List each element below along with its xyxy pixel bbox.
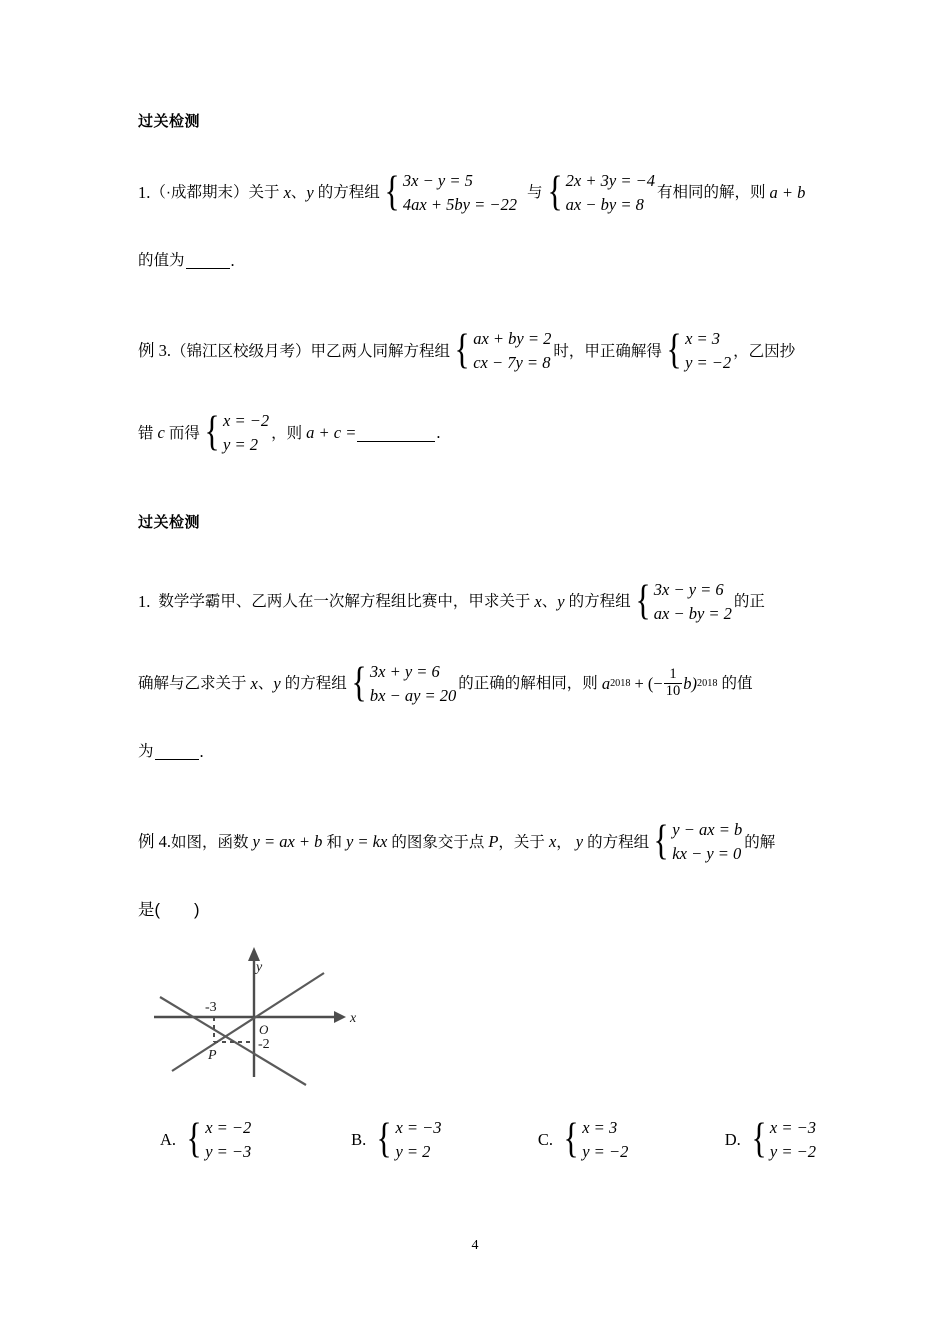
example-3-line-2 (138, 409, 818, 457)
y-value-label: -2 (258, 1036, 270, 1052)
s2q1-frac-numerator: 1 (669, 666, 677, 683)
ex4-text-h: ) (194, 901, 200, 920)
s2q1-text-e: 的方程组 (284, 675, 347, 693)
option-a-row-2: y = −3 (205, 1141, 252, 1161)
brace-icon: { (635, 578, 651, 625)
ex3-text-d: 错 (138, 424, 154, 442)
page-number: 4 (471, 1238, 479, 1253)
q1-expr: a + b (769, 182, 806, 202)
brace-icon: { (666, 327, 682, 374)
q1-sys1-row-1: 3x − y = 5 (402, 171, 473, 190)
ex4-text-b: 和 (326, 833, 342, 851)
ex4-sys-row-1: y − ax = b (672, 820, 743, 840)
ex4-var-y: y (575, 832, 584, 852)
s2q1-text-d: 确解与乙求关于 (138, 675, 247, 693)
brace-icon: { (384, 169, 400, 216)
q1-sys2-row-1: 2x + 3y = −4 (565, 171, 655, 190)
q1-number: 1. (138, 182, 151, 202)
line-y-equals-kx (172, 973, 324, 1071)
section-heading-1: 过关检测 (138, 113, 201, 130)
example-4-block (138, 818, 818, 1163)
ex3-text-e: 而得 (168, 424, 200, 442)
x-axis-arrow-icon (334, 1011, 346, 1023)
option-c-system (561, 1116, 628, 1164)
s2q1-system-1 (633, 578, 732, 626)
option-d-label: D. (724, 1129, 741, 1149)
ex4-text-d: ，关于 (498, 833, 545, 851)
option-a-label: A. (160, 1129, 177, 1149)
example-4-options (138, 1116, 818, 1164)
option-b-system (374, 1116, 441, 1164)
s2q1-sep-2: 、 (257, 675, 274, 693)
s2q1-text-b: 的方程组 (568, 593, 631, 611)
section2-q1-line-1 (138, 578, 818, 626)
s2q1-text-f: 的正确的解相同，则 (458, 675, 598, 693)
q1-text-d: 的值为 (138, 252, 185, 270)
brace-icon: { (351, 660, 367, 707)
q1-sys1-row-2: 4ax + 5by = −22 (402, 194, 517, 214)
section2-question-1-block (138, 578, 818, 762)
ex3-solution-1 (664, 327, 731, 375)
q1-conj: 与 (526, 184, 543, 202)
brace-icon: { (563, 1115, 579, 1162)
q1-answer-blank[interactable] (186, 253, 230, 270)
ex4-text-f: 的解 (744, 833, 776, 851)
ex3-system (452, 327, 551, 375)
q1-sep-1: 、 (290, 184, 307, 202)
s2q1-var-y-2: y (273, 673, 281, 693)
q1-sys2-row-2: ax − by = 8 (565, 194, 644, 214)
ex3-sol2-row-2: y = 2 (223, 435, 258, 455)
s2q1-number: 1. (138, 591, 151, 611)
s2q1-fraction (664, 667, 683, 698)
ex3-text-a: 甲乙两人同解方程组 (310, 342, 451, 360)
brace-icon: { (204, 409, 220, 456)
ex4-sys-row-2: kx − y = 0 (672, 844, 742, 864)
s2q1-var-x: x (534, 591, 542, 611)
s2q1-sys2-row-2: bx − ay = 20 (369, 685, 457, 705)
brace-icon: { (751, 1115, 767, 1162)
option-c-label: C. (537, 1129, 554, 1149)
s2q1-var-y: y (557, 591, 565, 611)
s2q1-var-x-2: x (250, 673, 258, 693)
s2q1-sys1-row-2: ax − by = 2 (653, 604, 732, 624)
ex3-text-b: 时，甲正确解得 (553, 342, 662, 360)
ex3-source: （锦江区校级月考） (171, 342, 311, 360)
ex4-text-e: 的方程组 (587, 833, 650, 851)
ex4-func-1: y = ax + b (252, 832, 323, 852)
s2q1-answer-blank[interactable] (155, 744, 199, 761)
question-1-line-1 (138, 169, 818, 217)
q1-text-a: 关于 (248, 184, 280, 202)
ex4-number: 例 4. (138, 832, 171, 852)
option-a-system (184, 1116, 251, 1164)
page-content (138, 110, 818, 1164)
option-c[interactable] (538, 1116, 630, 1164)
ex4-text-c: 的图象交于点 (391, 833, 485, 851)
point-p-label: P (208, 1047, 217, 1063)
q1-var-x: x (283, 182, 291, 202)
s2q1-expr-a: a (601, 673, 611, 693)
example-3-line-1 (138, 327, 818, 375)
example-3-block (138, 327, 818, 457)
ex3-expr: a + c = (306, 422, 357, 442)
option-d-system (749, 1116, 816, 1164)
ex3-var-c: c (157, 422, 165, 442)
ex3-solution-2 (202, 409, 269, 457)
brace-icon: { (454, 327, 470, 374)
ex3-period: . (436, 422, 441, 442)
s2q1-sys2-row-1: 3x + y = 6 (369, 662, 440, 681)
ex3-text-f: ，则 (271, 424, 303, 442)
option-d-row-2: y = −2 (769, 1141, 816, 1161)
s2q1-text-g: 的值 (721, 675, 753, 693)
ex4-point-p: P (488, 832, 499, 852)
s2q1-period: . (199, 741, 204, 761)
brace-icon: { (547, 169, 563, 216)
option-b[interactable] (351, 1116, 443, 1164)
option-a-row-1: x = −2 (205, 1117, 252, 1137)
question-1-line-2 (138, 251, 818, 272)
ex3-sol2-row-1: x = −2 (223, 411, 270, 431)
q1-source: （·成都期末） (150, 184, 249, 202)
ex4-func-2: y = kx (345, 832, 388, 852)
option-a[interactable] (160, 1116, 253, 1164)
q1-var-y: y (306, 182, 314, 202)
q1-system-2 (545, 169, 655, 217)
s2q1-text-h: 为 (138, 743, 154, 761)
q1-period: . (230, 250, 235, 270)
ex4-sep: ， (556, 833, 572, 851)
section2-q1-line-2: 确解与乙求关于 x 、 y 的方程组 { 3x + y = 6 bx − ay = 20 的正确的解相同，则 a 2018 + (− $\frac{1}{10}$ b) 2018 的值 (138, 660, 753, 707)
x-axis-label: x (350, 1010, 357, 1026)
option-d[interactable] (725, 1116, 818, 1164)
option-b-row-1: x = −3 (395, 1117, 442, 1137)
s2q1-text-c: 的正 (733, 593, 765, 611)
s2q1-expr-plus: + (− (634, 673, 663, 693)
option-c-row-2: y = −2 (582, 1141, 629, 1161)
s2q1-frac-denominator: 10 (665, 682, 681, 699)
option-b-label: B. (351, 1129, 367, 1149)
option-b-row-2: y = 2 (395, 1141, 431, 1161)
s2q1-system-2 (349, 660, 457, 708)
ex3-text-c: ，乙因抄 (733, 342, 796, 360)
ex4-text-g: 是( (138, 901, 160, 920)
ex4-system (651, 818, 742, 866)
ex4-text-a: 如图，函数 (171, 833, 249, 851)
ex3-sol1-row-1: x = 3 (685, 329, 721, 349)
section2-q1-line-3 (138, 742, 818, 763)
x-value-label: -3 (205, 999, 217, 1015)
q1-text-c: 有相同的解，则 (656, 184, 766, 202)
section-heading-2: 过关检测 (138, 514, 201, 532)
y-axis-arrow-icon (248, 947, 260, 961)
s2q1-text-a: 数学学霸甲、乙两人在一次解方程组比赛中，甲求关于 (158, 593, 531, 611)
question-1-block (138, 169, 818, 271)
example-4-figure (146, 939, 818, 1094)
brace-icon: { (186, 1115, 202, 1162)
s2q1-sys1-row-1: 3x − y = 6 (653, 580, 724, 600)
s2q1-sep-1: 、 (541, 593, 558, 611)
example-4-line-2 (138, 900, 818, 921)
ex3-sol1-row-2: y = −2 (685, 353, 732, 373)
ex3-sys-row-1: ax + by = 2 (473, 329, 552, 349)
y-axis-label: y (256, 959, 263, 975)
ex3-sys-row-2: cx − 7y = 8 (473, 353, 551, 373)
option-d-row-1: x = −3 (769, 1117, 816, 1137)
coordinate-graph (146, 939, 376, 1089)
origin-label: O (259, 1021, 269, 1037)
ex4-var-x: x (548, 832, 557, 852)
ex3-answer-blank[interactable] (357, 425, 435, 442)
brace-icon: { (376, 1115, 392, 1162)
q1-text-b: 的方程组 (317, 184, 380, 202)
brace-icon: { (653, 818, 669, 865)
q1-system-1 (382, 169, 517, 217)
example-4-line-1 (138, 818, 818, 866)
s2q1-expr-b: b) (683, 673, 697, 693)
option-c-row-1: x = 3 (582, 1117, 618, 1137)
ex3-number: 例 3. (138, 341, 171, 361)
